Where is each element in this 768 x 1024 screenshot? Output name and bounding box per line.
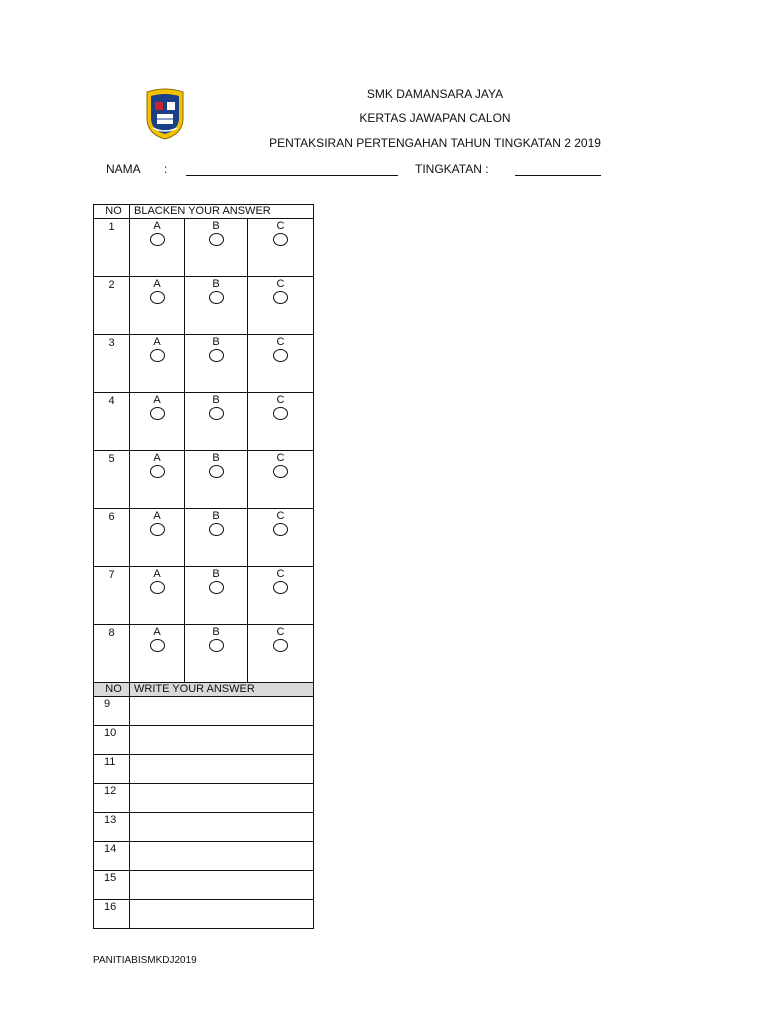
question-number: 14 — [94, 842, 130, 871]
answer-bubble[interactable] — [150, 465, 165, 478]
school-name: SMK DAMANSARA JAYA — [366, 87, 504, 101]
mcq-header-row — [94, 205, 314, 219]
written-answer-field[interactable] — [130, 842, 314, 871]
option-letter: B — [212, 394, 220, 406]
written-row — [94, 755, 314, 784]
written-answer-field[interactable] — [130, 755, 314, 784]
answer-bubble[interactable] — [273, 349, 288, 362]
answer-bubble[interactable] — [150, 639, 165, 652]
question-number: 13 — [94, 813, 130, 842]
option-cell — [185, 277, 248, 335]
question-number: 12 — [94, 784, 130, 813]
written-row — [94, 697, 314, 726]
form-field[interactable] — [515, 174, 601, 176]
option-cell — [130, 277, 185, 335]
mcq-row — [94, 625, 314, 683]
mcq-no-header: NO — [94, 205, 130, 219]
question-number: 11 — [94, 755, 130, 784]
question-number: 5 — [94, 451, 130, 509]
question-number: 8 — [94, 625, 130, 683]
answer-table — [93, 204, 314, 929]
option-cell — [130, 509, 185, 567]
written-answer-field[interactable] — [130, 726, 314, 755]
answer-bubble[interactable] — [209, 349, 224, 362]
option-cell — [248, 219, 314, 277]
option-cell — [130, 335, 185, 393]
option-cell — [185, 625, 248, 683]
written-row — [94, 871, 314, 900]
mcq-row — [94, 451, 314, 509]
name-label: NAMA — [106, 162, 141, 176]
option-cell — [248, 393, 314, 451]
school-crest-icon — [141, 88, 189, 140]
answer-bubble[interactable] — [150, 291, 165, 304]
option-cell — [248, 509, 314, 567]
option-cell — [185, 219, 248, 277]
option-cell — [185, 335, 248, 393]
option-cell — [248, 335, 314, 393]
written-row — [94, 813, 314, 842]
mcq-row — [94, 335, 314, 393]
name-row — [0, 162, 768, 178]
written-row — [94, 726, 314, 755]
answer-bubble[interactable] — [150, 523, 165, 536]
mcq-row — [94, 393, 314, 451]
answer-bubble[interactable] — [209, 523, 224, 536]
option-letter: A — [153, 568, 161, 580]
option-cell — [185, 567, 248, 625]
answer-bubble[interactable] — [209, 407, 224, 420]
answer-bubble[interactable] — [273, 291, 288, 304]
answer-bubble[interactable] — [273, 523, 288, 536]
option-letter: C — [276, 626, 285, 638]
option-cell — [130, 393, 185, 451]
answer-bubble[interactable] — [209, 581, 224, 594]
question-number: 4 — [94, 393, 130, 451]
answer-bubble[interactable] — [209, 233, 224, 246]
question-number: 9 — [94, 697, 130, 726]
written-answer-field[interactable] — [130, 871, 314, 900]
written-answer-field[interactable] — [130, 900, 314, 929]
mcq-row — [94, 277, 314, 335]
mcq-row — [94, 567, 314, 625]
option-letter: A — [153, 220, 161, 232]
option-letter: C — [276, 568, 285, 580]
option-letter: B — [212, 452, 220, 464]
question-number: 10 — [94, 726, 130, 755]
option-cell — [130, 451, 185, 509]
answer-bubble[interactable] — [150, 349, 165, 362]
option-letter: C — [276, 220, 285, 232]
question-number: 16 — [94, 900, 130, 929]
option-cell — [185, 451, 248, 509]
question-number: 7 — [94, 567, 130, 625]
option-letter: C — [276, 452, 285, 464]
written-answer-field[interactable] — [130, 813, 314, 842]
option-letter: A — [153, 510, 161, 522]
question-number: 6 — [94, 509, 130, 567]
written-header-row — [94, 683, 314, 697]
written-row — [94, 784, 314, 813]
option-cell — [185, 509, 248, 567]
option-cell — [130, 219, 185, 277]
answer-bubble[interactable] — [150, 233, 165, 246]
question-number: 15 — [94, 871, 130, 900]
written-section — [94, 683, 314, 929]
answer-bubble[interactable] — [150, 581, 165, 594]
option-letter: C — [276, 336, 285, 348]
footer-code: PANITIABISMKDJ2019 — [93, 955, 197, 966]
written-no-header: NO — [94, 683, 130, 697]
mcq-title: BLACKEN YOUR ANSWER — [130, 205, 314, 219]
option-letter: A — [153, 394, 161, 406]
mcq-row — [94, 509, 314, 567]
written-answer-field[interactable] — [130, 697, 314, 726]
option-letter: C — [276, 510, 285, 522]
option-letter: B — [212, 278, 220, 290]
name-colon: : — [164, 162, 168, 176]
written-row — [94, 842, 314, 871]
written-title: WRITE YOUR ANSWER — [130, 683, 314, 697]
answer-bubble[interactable] — [150, 407, 165, 420]
option-letter: B — [212, 510, 220, 522]
written-row — [94, 900, 314, 929]
option-letter: B — [212, 220, 220, 232]
option-cell — [185, 393, 248, 451]
option-letter: A — [153, 452, 161, 464]
option-letter: A — [153, 626, 161, 638]
option-cell — [248, 625, 314, 683]
option-letter: B — [212, 626, 220, 638]
question-number: 2 — [94, 277, 130, 335]
answer-bubble[interactable] — [273, 581, 288, 594]
answer-bubble[interactable] — [209, 291, 224, 304]
option-cell — [248, 277, 314, 335]
question-number: 1 — [94, 219, 130, 277]
answer-bubble[interactable] — [273, 639, 288, 652]
mcq-row — [94, 219, 314, 277]
written-answer-field[interactable] — [130, 784, 314, 813]
answer-bubble[interactable] — [209, 465, 224, 478]
exam-title: PENTAKSIRAN PERTENGAHAN TAHUN TINGKATAN 2 2019 — [269, 136, 601, 150]
answer-sheet-title: KERTAS JAWAPAN CALON — [359, 111, 511, 125]
answer-bubble[interactable] — [273, 407, 288, 420]
answer-bubble[interactable] — [273, 233, 288, 246]
option-letter: C — [276, 278, 285, 290]
question-number: 3 — [94, 335, 130, 393]
answer-bubble[interactable] — [273, 465, 288, 478]
option-letter: C — [276, 394, 285, 406]
option-cell — [130, 625, 185, 683]
option-cell — [130, 567, 185, 625]
option-letter: A — [153, 278, 161, 290]
option-cell — [248, 451, 314, 509]
option-cell — [248, 567, 314, 625]
option-letter: B — [212, 336, 220, 348]
name-field[interactable] — [186, 174, 398, 176]
option-letter: B — [212, 568, 220, 580]
answer-bubble[interactable] — [209, 639, 224, 652]
option-letter: A — [153, 336, 161, 348]
form-label: TINGKATAN : — [415, 162, 489, 176]
mcq-section — [94, 205, 314, 683]
